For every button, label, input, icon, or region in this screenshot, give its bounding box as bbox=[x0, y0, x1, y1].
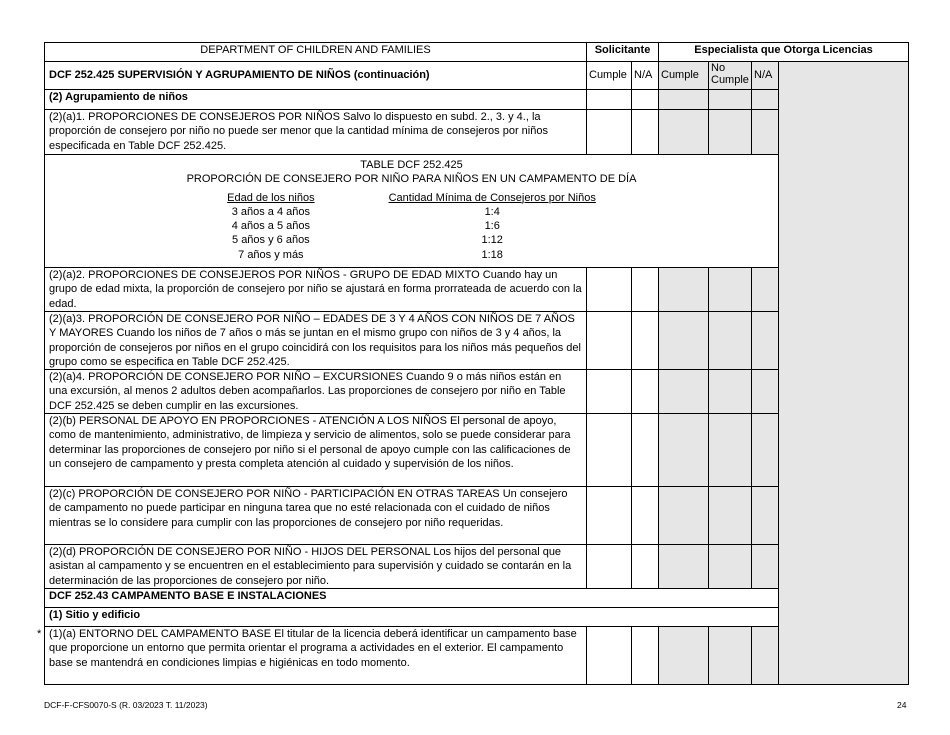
ratio-age: 3 años a 4 años bbox=[231, 205, 310, 218]
checklist-table bbox=[37, 42, 909, 685]
checkbox-no-cumple[interactable] bbox=[709, 370, 752, 414]
checkbox-na[interactable] bbox=[632, 414, 659, 487]
requirement-text: (1)(a) ENTORNO DEL CAMPAMENTO BASE El titular de la licencia deberá identificar un campamento base que proporcione un entorno que permita orientar el programa a actividades en el exterior. El campamento base se mantendrá en condiciones limpias e higiénicas en todo momento. bbox=[49, 628, 577, 669]
checkbox-cumple[interactable] bbox=[587, 90, 632, 110]
form-id: DCF-F-CFS0070-S (R. 03/2023 T. 11/2023) bbox=[44, 700, 208, 710]
ratio-table-subtitle: PROPORCIÓN DE CONSEJERO POR NIÑO PARA NIÑOS EN UN CAMPAMENTO DE DÍA bbox=[186, 173, 637, 186]
ratio-age: 5 años y 6 años bbox=[232, 234, 310, 247]
ratio-col-age: Edad de los niños bbox=[227, 191, 315, 204]
checkbox-na-esp[interactable] bbox=[752, 110, 779, 155]
checkbox-cumple[interactable] bbox=[587, 545, 632, 589]
checkbox-na-esp[interactable] bbox=[752, 414, 779, 487]
ratio-col-min: Cantidad Mínima de Consejeros por Niños bbox=[388, 191, 596, 204]
checkbox-cumple[interactable] bbox=[587, 627, 632, 685]
checkbox-no-cumple[interactable] bbox=[709, 312, 752, 370]
checkbox-cumple-esp[interactable] bbox=[659, 312, 709, 370]
checkbox-cumple[interactable] bbox=[587, 370, 632, 414]
page-number: 24 bbox=[897, 700, 907, 710]
checkbox-cumple-esp[interactable] bbox=[659, 370, 709, 414]
section-title-252-425: DCF 252.425 SUPERVISIÓN Y AGRUPAMIENTO DE NIÑOS (continuación) bbox=[45, 62, 587, 90]
section-title-252-43: DCF 252.43 CAMPAMENTO BASE E INSTALACIONES bbox=[45, 589, 779, 608]
col-na-especialista: N/A bbox=[752, 62, 779, 90]
checkbox-cumple-esp[interactable] bbox=[659, 487, 709, 545]
checkbox-no-cumple[interactable] bbox=[709, 110, 752, 155]
col-no-cumple: No Cumple bbox=[709, 62, 752, 90]
checkbox-cumple[interactable] bbox=[587, 312, 632, 370]
ratio-age: 4 años a 5 años bbox=[231, 220, 310, 233]
ratio-value: 1:4 bbox=[484, 205, 500, 218]
checkbox-no-cumple[interactable] bbox=[709, 487, 752, 545]
requirement-row-1a bbox=[37, 627, 587, 685]
requirement-row-a2: (2)(a)2. PROPORCIONES DE CONSEJEROS POR NIÑOS - GRUPO DE EDAD MIXTO Cuando hay un grupo de edad mixta, la proporción de consejero por niño se ajustará en forma prorrateada de acuerdo con la edad. bbox=[45, 268, 587, 312]
critical-star-marker: * bbox=[37, 628, 42, 641]
checkbox-na[interactable] bbox=[632, 90, 659, 110]
checkbox-cumple[interactable] bbox=[587, 110, 632, 155]
col-cumple-especialista: Cumple bbox=[659, 62, 709, 90]
checkbox-na-esp[interactable] bbox=[752, 268, 779, 312]
checkbox-na[interactable] bbox=[632, 312, 659, 370]
checkbox-na[interactable] bbox=[632, 370, 659, 414]
checkbox-no-cumple[interactable] bbox=[709, 627, 752, 685]
requirement-row-d: (2)(d) PROPORCIÓN DE CONSEJERO POR NIÑO - HIJOS DEL PERSONAL Los hijos del personal que asistan al campamento y se encuentren en el establecimiento para supervisión y cuidado se contarán en la determinación de las proporciones de consejero por niño. bbox=[45, 545, 587, 589]
ratio-value: 1:6 bbox=[484, 220, 500, 233]
subsection-grouping: (2) Agrupamiento de niños bbox=[45, 90, 587, 110]
ratio-age: 7 años y más bbox=[238, 248, 304, 261]
checkbox-na-esp[interactable] bbox=[752, 90, 779, 110]
checkbox-cumple-esp[interactable] bbox=[659, 268, 709, 312]
checkbox-na[interactable] bbox=[632, 487, 659, 545]
checkbox-na-esp[interactable] bbox=[752, 370, 779, 414]
checkbox-cumple-esp[interactable] bbox=[659, 90, 709, 110]
ratio-value: 1:12 bbox=[481, 234, 503, 247]
checkbox-cumple[interactable] bbox=[587, 268, 632, 312]
checkbox-cumple-esp[interactable] bbox=[659, 110, 709, 155]
col-cumple-solicitante: Cumple bbox=[587, 62, 632, 90]
checkbox-no-cumple[interactable] bbox=[709, 545, 752, 589]
department-header: DEPARTMENT OF CHILDREN AND FAMILIES bbox=[45, 43, 587, 62]
checkbox-cumple-esp[interactable] bbox=[659, 414, 709, 487]
checkbox-na-esp[interactable] bbox=[752, 487, 779, 545]
requirement-row-c: (2)(c) PROPORCIÓN DE CONSEJERO POR NIÑO - PARTICIPACIÓN EN OTRAS TAREAS Un consejero de campamento no puede participar en ninguna tarea que no esté relacionada con el cuidado de niños mientras se lo considere para cumplir con las proporciones de consejero por niño requeridas. bbox=[45, 487, 587, 545]
requirement-row-a1: (2)(a)1. PROPORCIONES DE CONSEJEROS POR NIÑOS Salvo lo dispuesto en subd. 2., 3. y 4., la proporción de consejero por niño no puede ser menor que la cantidad mínima de consejeros por niños especificada en Table DCF 252.425. bbox=[45, 110, 587, 155]
checkbox-na[interactable] bbox=[632, 110, 659, 155]
checkbox-na[interactable] bbox=[632, 545, 659, 589]
especialista-header: Especialista que Otorga Licencias bbox=[659, 43, 909, 62]
checkbox-cumple-esp[interactable] bbox=[659, 627, 709, 685]
checkbox-na[interactable] bbox=[632, 627, 659, 685]
checkbox-cumple[interactable] bbox=[587, 414, 632, 487]
checkbox-no-cumple[interactable] bbox=[709, 268, 752, 312]
checkbox-cumple[interactable] bbox=[587, 487, 632, 545]
subsection-site-building: (1) Sitio y edificio bbox=[45, 608, 779, 627]
col-na-solicitante: N/A bbox=[632, 62, 659, 90]
ratio-table-block bbox=[45, 155, 779, 268]
checkbox-cumple-esp[interactable] bbox=[659, 545, 709, 589]
checkbox-na-esp[interactable] bbox=[752, 312, 779, 370]
requirement-row-b: (2)(b) PERSONAL DE APOYO EN PROPORCIONES - ATENCIÓN A LOS NIÑOS El personal de apoyo, como de mantenimiento, administrativo, de limpieza y servicio de alimentos, solo se puede considerar para determinar las proporciones de consejero por niño si el personal de apoyo cumple con las calificaciones de un consejero de campamento y presta completa atención al cuidado y supervisión de los niños. bbox=[45, 414, 587, 487]
solicitante-header: Solicitante bbox=[587, 43, 659, 62]
requirement-row-a3: (2)(a)3. PROPORCIÓN DE CONSEJERO POR NIÑO – EDADES DE 3 Y 4 AÑOS CON NIÑOS DE 7 AÑOS Y MAYORES Cuando los niños de 7 años o más se juntan en el mismo grupo con niños de 3 y 4 años, la proporción de consejeros por niños en el grupo coincidirá con los requisitos para los niños más pequeños del grupo como se especifica en Table DCF 252.425. bbox=[45, 312, 587, 370]
ratio-value: 1:18 bbox=[481, 248, 503, 261]
requirement-row-a4: (2)(a)4. PROPORCIÓN DE CONSEJERO POR NIÑO – EXCURSIONES Cuando 9 o más niños están en una excursión, al menos 2 adultos deben acompañarlos. Las proporciones de consejero por niño en Table DCF 252.425 se deben cumplir en las excursiones. bbox=[45, 370, 587, 414]
checkbox-na-esp[interactable] bbox=[752, 627, 779, 685]
side-panel bbox=[779, 62, 909, 685]
checkbox-no-cumple[interactable] bbox=[709, 414, 752, 487]
ratio-table-title: TABLE DCF 252.425 bbox=[360, 159, 463, 171]
ratio-table bbox=[190, 191, 633, 262]
checkbox-na-esp[interactable] bbox=[752, 545, 779, 589]
checkbox-no-cumple[interactable] bbox=[709, 90, 752, 110]
checkbox-na[interactable] bbox=[632, 268, 659, 312]
